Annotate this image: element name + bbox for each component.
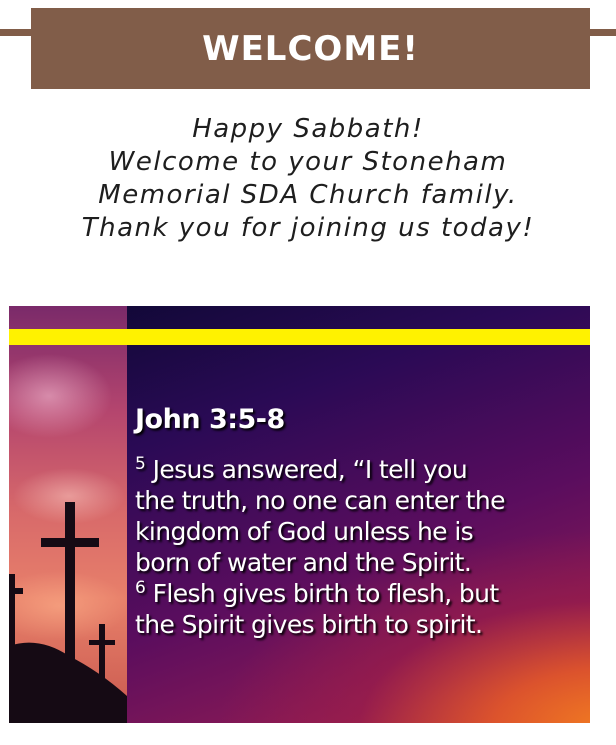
scripture-slide bbox=[9, 306, 590, 723]
greeting-text bbox=[0, 113, 616, 245]
verse-line: Jesus answered, “I tell you bbox=[152, 455, 468, 484]
verse-reference: John 3:5-8 bbox=[135, 404, 285, 435]
welcome-title: WELCOME! bbox=[202, 28, 419, 69]
verse-line: the truth, no one can enter the bbox=[135, 486, 505, 515]
yellow-stripe bbox=[9, 329, 590, 345]
verse-line: born of water and the Spirit. bbox=[135, 548, 472, 577]
verse-line: kingdom of God unless he is bbox=[135, 517, 474, 546]
crosses-silhouette-icon bbox=[9, 306, 139, 723]
greeting-line: Happy Sabbath! bbox=[192, 114, 424, 144]
verse-line: the Spirit gives birth to spirit. bbox=[135, 610, 483, 639]
welcome-banner bbox=[31, 8, 590, 89]
verse-text bbox=[135, 454, 585, 640]
verse-number: 5 bbox=[135, 454, 146, 474]
greeting-line: Thank you for joining us today! bbox=[81, 213, 535, 243]
verse-number: 6 bbox=[135, 578, 146, 598]
verse-line: Flesh gives birth to flesh, but bbox=[152, 579, 499, 608]
greeting-line: Memorial SDA Church family. bbox=[98, 180, 518, 210]
greeting-line: Welcome to your Stoneham bbox=[108, 147, 508, 177]
